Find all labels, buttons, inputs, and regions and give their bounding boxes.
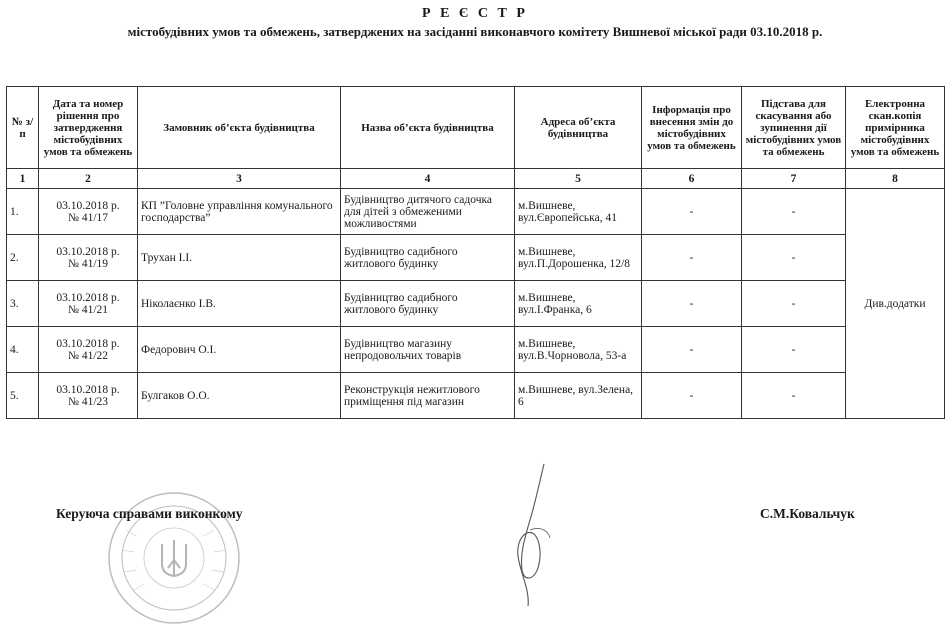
row-decision-number: № 41/23 xyxy=(67,395,109,408)
row-customer: КП ”Головне управління комунального господарства” xyxy=(138,189,341,235)
row-object-name: Будівництво садибного житлового будинку xyxy=(341,235,515,281)
column-numbers-row xyxy=(7,169,945,189)
table-row xyxy=(7,327,945,373)
row-object-name: Будівництво садибного житлового будинку xyxy=(341,281,515,327)
row-date: 03.10.2018 р. xyxy=(56,291,120,304)
row-number: 1. xyxy=(7,189,39,235)
row-basis: - xyxy=(742,327,846,373)
column-number: 3 xyxy=(138,169,341,189)
row-changes: - xyxy=(642,235,742,281)
handwritten-signature xyxy=(500,460,570,610)
row-customer: Булгаков О.О. xyxy=(138,373,341,419)
row-changes: - xyxy=(642,281,742,327)
trident-icon xyxy=(162,540,186,576)
row-changes: - xyxy=(642,327,742,373)
registry-table xyxy=(6,86,945,419)
row-decision-number: № 41/17 xyxy=(67,211,109,224)
row-object-name: Будівництво магазину непродовольчих товарів xyxy=(341,327,515,373)
row-date-decision xyxy=(39,373,138,419)
row-date-decision xyxy=(39,235,138,281)
column-number: 7 xyxy=(742,169,846,189)
row-object-name: Реконструкція нежитлового приміщення під магазин xyxy=(341,373,515,419)
row-changes: - xyxy=(642,373,742,419)
row-decision-number: № 41/21 xyxy=(67,303,109,316)
row-address: м.Вишневе, вул.П.Дорошенка, 12/8 xyxy=(515,235,642,281)
row-date: 03.10.2018 р. xyxy=(56,337,120,350)
row-date: 03.10.2018 р. xyxy=(56,383,120,396)
row-date-decision xyxy=(39,189,138,235)
row-customer: Федорович О.І. xyxy=(138,327,341,373)
column-number: 6 xyxy=(642,169,742,189)
signatory-position: Керуюча справами виконкому xyxy=(56,506,243,521)
header-address: Адреса об’єкта будівництва xyxy=(515,87,642,169)
row-address: м.Вишневе, вул.В.Чорновола, 53-а xyxy=(515,327,642,373)
row-decision-number: № 41/22 xyxy=(67,349,109,362)
row-basis: - xyxy=(742,235,846,281)
column-number: 5 xyxy=(515,169,642,189)
column-number: 1 xyxy=(7,169,39,189)
row-address: м.Вишневе, вул.Європейська, 41 xyxy=(515,189,642,235)
header-changes-info: Інформація про внесення змін до містобудівних умов та обмежень xyxy=(642,87,742,169)
row-number: 3. xyxy=(7,281,39,327)
table-header-row xyxy=(7,87,945,169)
row-customer: Ніколаєнко І.В. xyxy=(138,281,341,327)
row-decision-number: № 41/19 xyxy=(67,257,109,270)
row-customer: Трухан І.І. xyxy=(138,235,341,281)
column-number: 8 xyxy=(846,169,945,189)
row-address: м.Вишневе, вул.Зелена, 6 xyxy=(515,373,642,419)
document-subtitle: містобудівних умов та обмежень, затверджених на засіданні виконавчого комітету Вишневої міської ради 03.10.2018 р. xyxy=(127,24,823,39)
header-scan-copy: Електронна скан.копія примірника містобудівних умов та обмежень xyxy=(846,87,945,169)
row-date: 03.10.2018 р. xyxy=(56,245,120,258)
column-number: 4 xyxy=(341,169,515,189)
row-number: 5. xyxy=(7,373,39,419)
header-number: № з/п xyxy=(7,87,39,169)
row-object-name: Будівництво дитячого садочка для дітей з обмеженими можливостями xyxy=(341,189,515,235)
header-object-name: Назва об’єкта будівництва xyxy=(341,87,515,169)
header-cancellation-basis: Підстава для скасування або зупинення дії містобудівних умов та обмежень xyxy=(742,87,846,169)
table-row xyxy=(7,189,945,235)
table-row xyxy=(7,281,945,327)
table-row xyxy=(7,235,945,281)
document-title: Р Е Є С Т Р xyxy=(422,6,528,21)
attachment-note: Див.додатки xyxy=(846,189,945,419)
row-date-decision xyxy=(39,281,138,327)
row-basis: - xyxy=(742,373,846,419)
row-basis: - xyxy=(742,189,846,235)
row-number: 4. xyxy=(7,327,39,373)
header-date-decision: Дата та номер рішення про затвердження містобудівних умов та обмежень xyxy=(39,87,138,169)
row-date: 03.10.2018 р. xyxy=(56,199,120,212)
column-number: 2 xyxy=(39,169,138,189)
row-changes: - xyxy=(642,189,742,235)
row-date-decision xyxy=(39,327,138,373)
signatory-name: С.М.Ковальчук xyxy=(760,506,855,521)
row-address: м.Вишневе, вул.І.Франка, 6 xyxy=(515,281,642,327)
row-basis: - xyxy=(742,281,846,327)
table-row xyxy=(7,373,945,419)
header-customer: Замовник об’єкта будівництва xyxy=(138,87,341,169)
row-number: 2. xyxy=(7,235,39,281)
